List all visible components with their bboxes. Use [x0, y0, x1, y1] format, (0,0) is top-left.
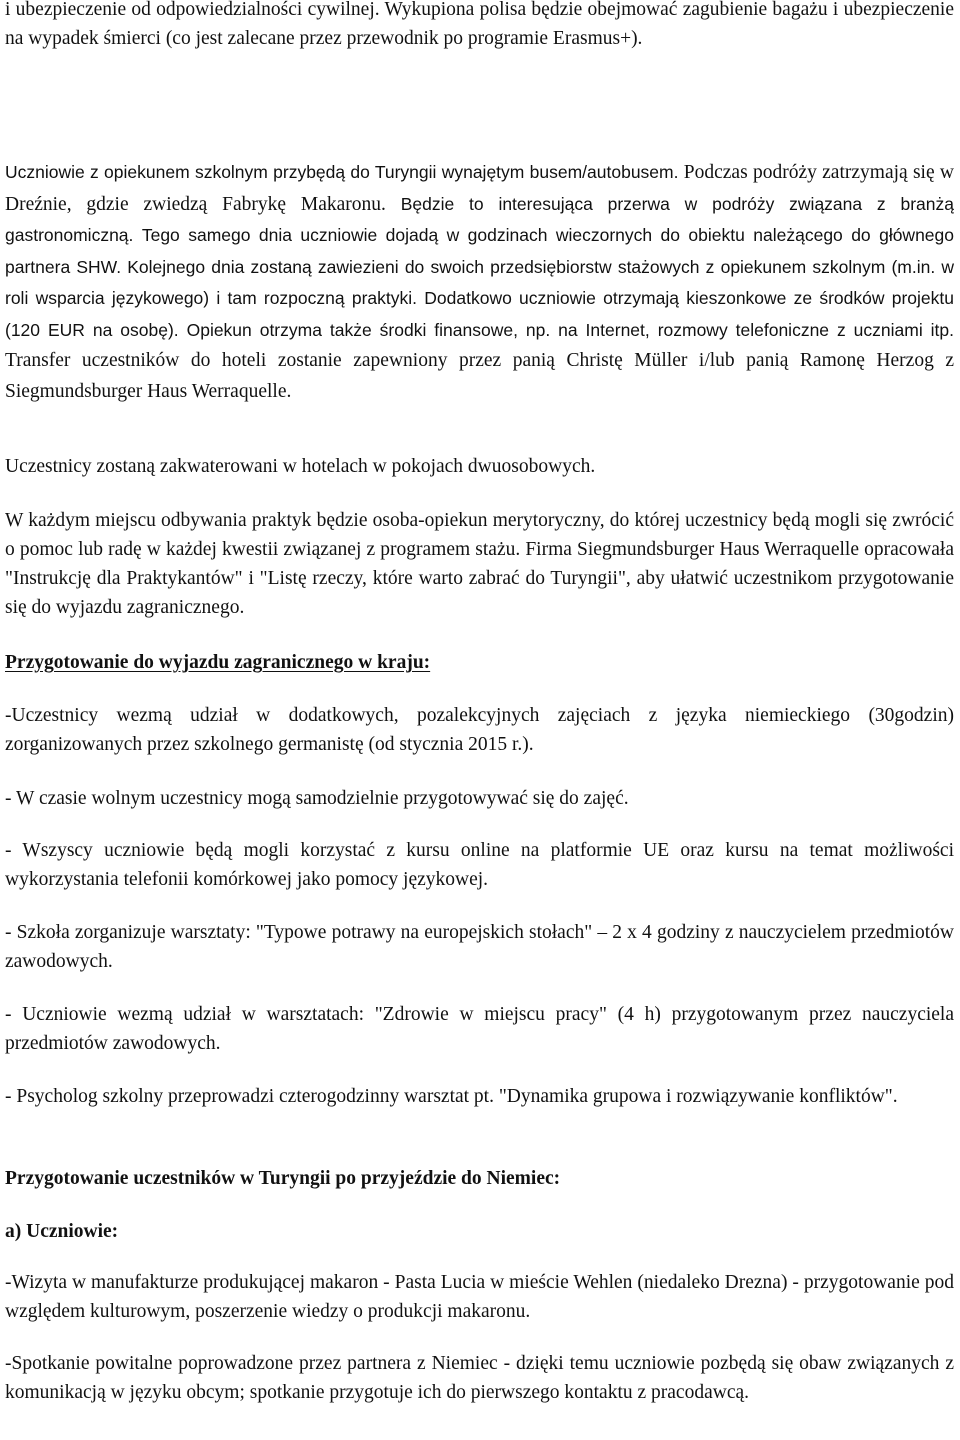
travel-sentence-6: Dodatkowo uczniowie otrzymają kieszonkowe ze środków projektu (120 EUR na osobę).	[5, 288, 955, 340]
travel-sentence-2: Podczas podróży zatrzymają się w Dreźnie, gdzie zwiedzą Fabrykę Makaronu.	[5, 162, 954, 215]
travel-sentence-4: Tego samego dnia uczniowie dojadą w godzinach wieczornych do obiektu należącego do głównego partnera SHW.	[5, 225, 955, 277]
domestic-item-online-course: - Wszyscy uczniowie będą mogli korzystać z kursu online na platformie UE oraz kursu na temat możliwości wykorzystania telefonii komórkowej jako pomocy językowej.	[5, 840, 954, 890]
travel-sentence-8: Transfer uczestników do hoteli zostanie zapewniony przez panią Christę Müller i/lub panią Ramonę Herzog z Siegmundsburger Haus Werraquelle.	[5, 350, 954, 402]
domestic-item-self-study: - W czasie wolnym uczestnicy mogą samodzielnie przygotowywać się do zajęć.	[5, 788, 629, 809]
abroad-item-welcome-meeting: -Spotkanie powitalne poprowadzone przez partnera z Niemiec - dzięki temu uczniowie pozbędą się obaw związanych z komunikacją w języku obcym; spotkanie przygotuje ich do pierwszego kontaktu z pracodawcą.	[5, 1353, 954, 1403]
domestic-item-psychology-workshop: - Psycholog szkolny przeprowadzi czterogodzinny warsztat pt. "Dynamika grupowa i rozwiązywanie konfliktów".	[5, 1086, 898, 1107]
travel-sentence-5: Kolejnego dnia zostaną zawiezieni do swoich przedsiębiorstw stażowych z opiekunem szkolnym (m.in. w roli wsparcia językowego) i tam rozpoczną praktyki.	[5, 256, 954, 308]
paragraph-accommodation: Uczestnicy zostaną zakwaterowani w hotelach w pokojach dwuosobowych.	[5, 456, 596, 477]
paragraph-insurance: i ubezpieczenie od odpowiedzialności cywilnej. Wykupiona polisa będzie obejmować zagubienie bagażu i ubezpieczenie na wypadek śmierci (co jest zalecane przez przewodnik po programie Erasmus+).	[5, 0, 954, 49]
travel-sentence-3: Będzie to interesująca przerwa w podróży związana z branżą gastronomiczną.	[5, 193, 954, 245]
heading-abroad-preparation: Przygotowanie uczestników w Turyngii po przyjeździe do Niemiec:	[5, 1168, 561, 1189]
paragraph-travel	[5, 157, 954, 407]
domestic-item-workshop-health: - Uczniowie wezmą udział w warsztatach: "Zdrowie w miejscu pracy" (4 h) przygotowanym przez nauczyciela przedmiotów zawodowych.	[5, 1004, 954, 1054]
domestic-item-workshop-dishes: - Szkoła zorganizuje warsztaty: "Typowe potrawy na europejskich stołach" – 2 x 4 godziny z nauczycielem przedmiotów zawodowych.	[5, 922, 954, 972]
travel-sentence-7: Opiekun otrzyma także środki finansowe, np. na Internet, rozmowy telefoniczne z uczniami itp.	[186, 319, 954, 340]
heading-students: a) Uczniowie:	[5, 1221, 119, 1242]
abroad-item-pasta-visit: -Wizyta w manufakturze produkującej makaron - Pasta Lucia w mieście Wehlen (niedaleko Drezna) - przygotowanie pod względem kulturowym, poszerzenie wiedzy o produkcji makaronu.	[5, 1272, 954, 1322]
paragraph-mentor: W każdym miejscu odbywania praktyk będzie osoba-opiekun merytoryczny, do której uczestnicy będą mogli się zwrócić o pomoc lub radę w każdej kwestii związanej z programem stażu. Firma Siegmundsburger Haus Werraquelle opracowała "Instrukcję dla Praktykantów" i "Listę rzeczy, które warto zabrać do Turyngii", aby ułatwić uczestnikom przygotowanie się do wyjazdu zagranicznego.	[5, 510, 954, 618]
travel-sentence-1: Uczniowie z opiekunem szkolnym przybędą do Turyngii wynajętym busem/autobusem.	[5, 162, 679, 182]
domestic-item-german-course: -Uczestnicy wezmą udział w dodatkowych, pozalekcyjnych zajęciach z języka niemieckiego (30godzin) zorganizowanych przez szkolnego germanistę (od stycznia 2015 r.).	[5, 705, 954, 755]
heading-domestic-preparation: Przygotowanie do wyjazdu zagranicznego w kraju:	[5, 652, 431, 673]
